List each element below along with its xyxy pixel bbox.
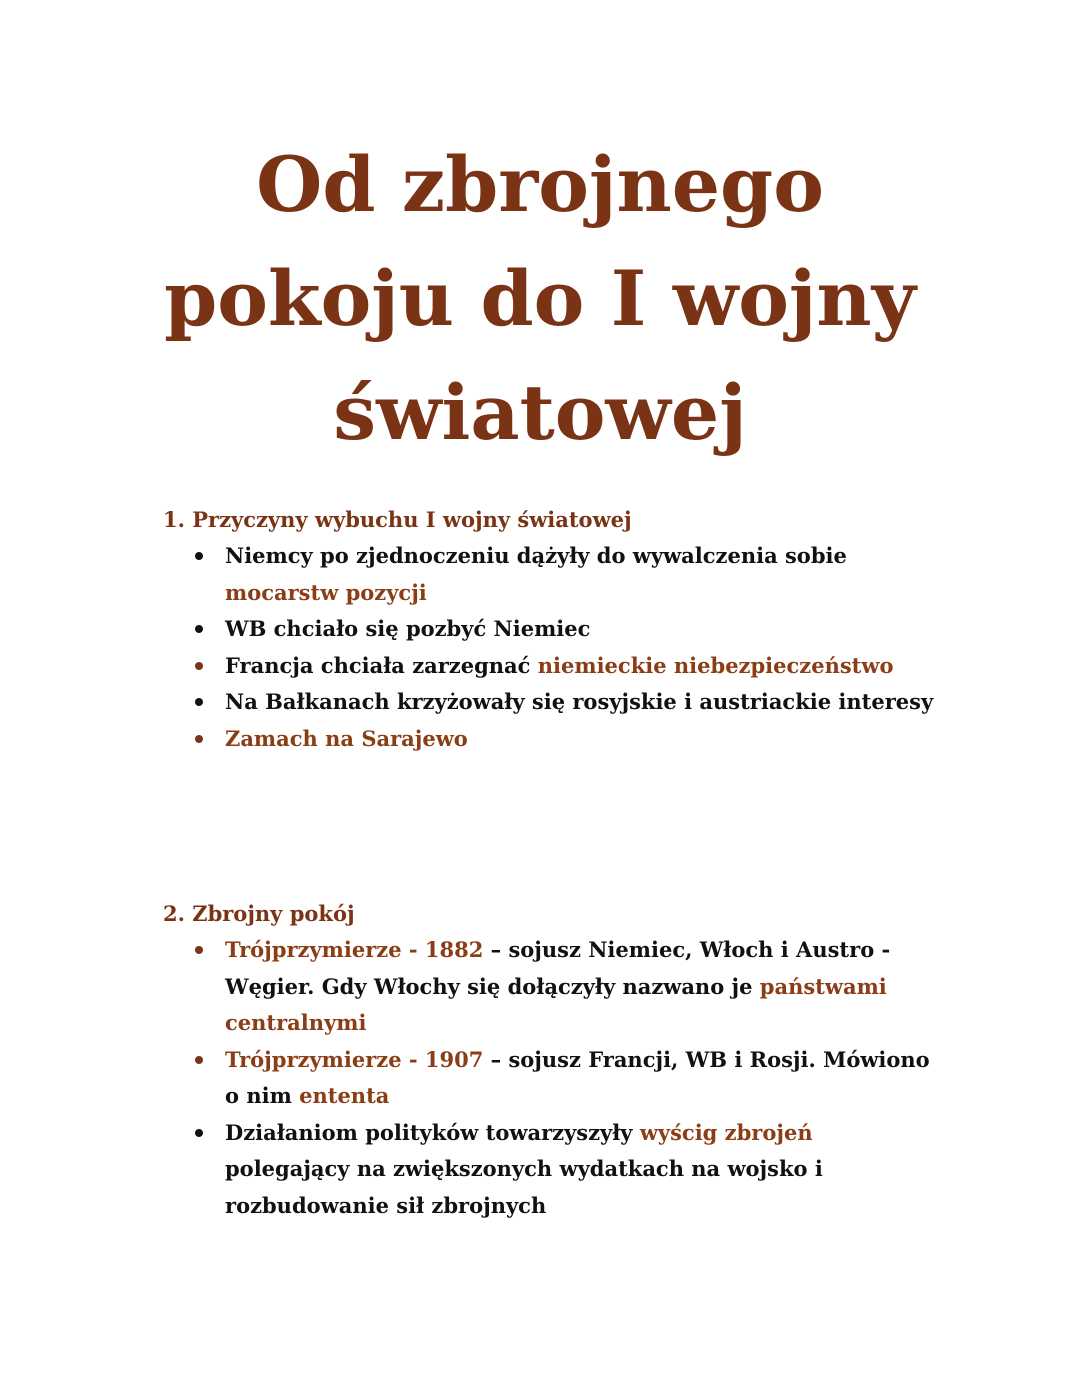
highlighted-term: ententa bbox=[299, 1083, 390, 1108]
bullet-icon bbox=[195, 946, 203, 954]
list-item bbox=[225, 648, 943, 685]
bullet-icon bbox=[195, 662, 203, 670]
list-item bbox=[225, 684, 943, 721]
bullet-icon bbox=[195, 552, 203, 560]
item-text: – sojusz Niemiec, Włoch i Austro - Węgier. Gdy Włochy się dołączyły nazwano je bbox=[225, 937, 891, 999]
bullet-icon bbox=[195, 735, 203, 743]
bullet-icon bbox=[195, 625, 203, 633]
highlighted-term: Trójprzymierze - 1882 bbox=[225, 937, 484, 962]
bullet-icon bbox=[195, 1129, 203, 1137]
list-item bbox=[225, 932, 943, 1042]
section-heading: 1. Przyczyny wybuchu I wojny światowej bbox=[163, 507, 632, 532]
section-causes bbox=[163, 502, 943, 757]
section-heading: 2. Zbrojny pokój bbox=[163, 901, 355, 926]
item-text: Niemcy po zjednoczeniu dążyły do wywalczenia sobie bbox=[225, 543, 847, 568]
item-text: Działaniom polityków towarzyszyły bbox=[225, 1119, 640, 1145]
highlighted-term: wyścig zbrojeń bbox=[639, 1119, 813, 1145]
list-item bbox=[225, 1042, 943, 1115]
bullet-icon bbox=[195, 1056, 203, 1064]
bullet-list bbox=[163, 538, 943, 757]
title-line-2: pokoju do I wojny bbox=[164, 254, 916, 343]
item-text: polegający na zwiększonych wydatkach na wojsko i rozbudowanie sił zbrojnych bbox=[225, 1156, 823, 1218]
bullet-icon bbox=[195, 698, 203, 706]
title-line-3: światowej bbox=[333, 368, 747, 457]
item-text: Na Bałkanach krzyżowały się rosyjskie i austriackie interesy bbox=[225, 689, 934, 714]
title-line-1: Od zbrojnego bbox=[256, 140, 824, 229]
page-title bbox=[0, 128, 1080, 470]
section-armed-peace bbox=[163, 896, 943, 1224]
item-text: – sojusz Francji, WB i Rosji. Mówiono o nim bbox=[225, 1046, 930, 1108]
bullet-list bbox=[163, 932, 943, 1224]
list-item bbox=[225, 611, 943, 648]
highlighted-term: mocarstw pozycji bbox=[225, 579, 427, 605]
highlighted-term: Trójprzymierze - 1907 bbox=[225, 1046, 484, 1072]
list-item bbox=[225, 721, 943, 758]
highlighted-term: Zamach na Sarajewo bbox=[225, 725, 468, 751]
item-text: WB chciało się pozbyć Niemiec bbox=[225, 616, 591, 641]
highlighted-term: państwami centralnymi bbox=[225, 973, 887, 1035]
list-item bbox=[225, 538, 943, 611]
item-text: Francja chciała zarzegnać bbox=[225, 652, 538, 678]
highlighted-term: niemieckie niebezpieczeństwo bbox=[537, 652, 894, 678]
list-item bbox=[225, 1115, 943, 1225]
